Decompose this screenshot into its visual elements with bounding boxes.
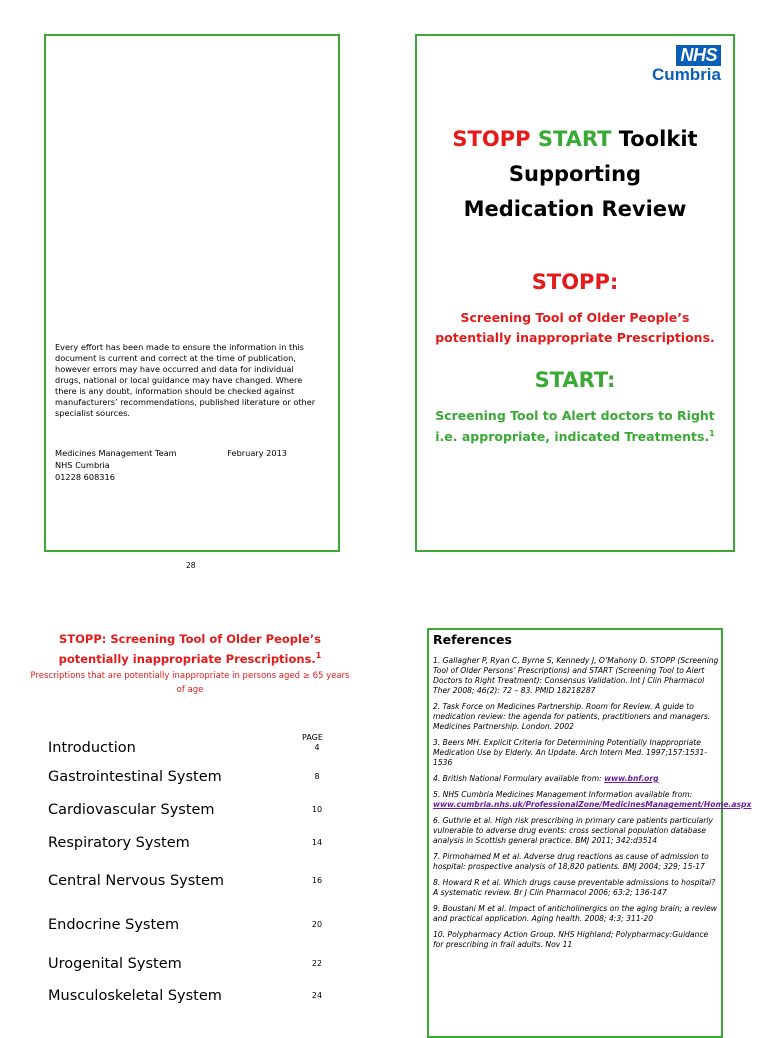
reference-item (433, 774, 719, 784)
toc-page: 20 (311, 920, 323, 929)
reference-item (433, 930, 719, 950)
toc-page: 24 (311, 991, 323, 1000)
reference-item (433, 790, 752, 810)
start-description-text: Screening Tool to Alert doctors to Right i.e. appropriate, indicated Treatments. (435, 408, 715, 444)
toc-label: Cardiovascular System (48, 802, 215, 818)
toc-page: 10 (311, 805, 323, 814)
toc-label: Urogenital System (48, 956, 182, 972)
toc-label: Musculoskeletal System (48, 988, 222, 1004)
title-start: START (537, 127, 612, 151)
reference-text: 2. Task Force on Medicines Partnership. Room for Review. A guide to medication review: the agenda for patients, practitioners and managers. Medicines Partnership. London. 2002 (433, 702, 711, 731)
toc-page: 16 (311, 876, 323, 885)
references-title: References (433, 632, 512, 647)
title-stopp: STOPP (452, 127, 531, 151)
reference-item (433, 878, 719, 898)
org-name: NHS Cumbria (55, 460, 110, 470)
toc-item-cardiovascular[interactable] (48, 800, 338, 820)
disclaimer-text: Every effort has been made to ensure the information in this document is current and correct at the time of publication, however errors may have occurred and data for individual drugs, national or local guidance may have changed. Where there is any doubt, information should be checked against manufacturers’ recommendations, published literature or other specialist sources. (55, 342, 316, 418)
toc-item-central-nervous[interactable] (48, 871, 338, 891)
start-footnote: 1 (709, 428, 715, 438)
page-column-label: PAGE (302, 733, 323, 742)
stopp-description: Screening Tool of Older People’s potentially inappropriate Prescriptions. (435, 310, 715, 345)
references-panel (427, 628, 752, 1038)
cover-title (417, 122, 733, 227)
contents-title-text: STOPP: Screening Tool of Older People’s potentially inappropriate Prescriptions. (58, 632, 321, 666)
reference-item (433, 852, 719, 872)
contents-subtitle: Prescriptions that are potentially inappropriate in persons aged ≥ 65 years of age (30, 671, 350, 695)
toc-item-gastrointestinal[interactable] (48, 767, 338, 787)
reference-text: 4. British National Formulary available from: (433, 774, 605, 783)
stopp-heading: STOPP: (531, 270, 619, 294)
reference-item (433, 904, 719, 924)
toc-label: Endocrine System (48, 917, 180, 933)
toc-item-introduction[interactable] (48, 738, 338, 758)
toc-item-urogenital[interactable] (48, 954, 338, 974)
reference-item (433, 738, 719, 768)
toc-item-respiratory[interactable] (48, 833, 338, 853)
toc-label: Introduction (48, 740, 136, 756)
team-name: Medicines Management Team (55, 448, 177, 458)
reference-text: 1. Gallagher P, Ryan C, Byrne S, Kennedy J, O’Mahony D. STOPP (Screening Tool of Older Persons’ Prescriptions) and START (Screening Tool to Alert Doctors to Right Treatment): Consensus Validation. Int J Clin Pharmacol Ther 2008; 46(2): 72 – 83. PMID 18218287 (433, 656, 719, 695)
cover-panel (415, 34, 735, 552)
toc-item-musculoskeletal[interactable] (48, 986, 338, 1006)
contact-block (55, 447, 317, 483)
title-line-2: Supporting (508, 162, 642, 186)
reference-text: 8. Howard R et al. Which drugs cause preventable admissions to hospital? A systematic review. Br J Clin Pharmacol 2006; 63:2; 136-147 (433, 878, 716, 897)
toc-page: 8 (314, 772, 320, 781)
toc-label: Gastrointestinal System (48, 769, 222, 785)
reference-item (433, 656, 719, 696)
disclaimer-panel (44, 34, 340, 552)
page-number: 28 (186, 561, 196, 570)
reference-item (433, 702, 719, 732)
contents-title (30, 629, 350, 669)
reference-link[interactable]: www.cumbria.nhs.uk/ProfessionalZone/MedicinesManagement/Home.aspx (433, 800, 752, 809)
nhs-logo (652, 45, 721, 84)
toc-page: 22 (311, 959, 323, 968)
references-list (433, 656, 752, 956)
reference-text: 10. Polypharmacy Action Group. NHS Highland; Polypharmacy:Guidance for prescribing in frail adults. Nov 11 (433, 930, 709, 949)
reference-text: 9. Boustani M et al. Impact of anticholinergics on the aging brain; a review and practical application. Aging health. 2008; 4:3; 311-20 (433, 904, 717, 923)
toc-label: Respiratory System (48, 835, 190, 851)
toc-page: 14 (311, 838, 323, 847)
toc-page: 4 (314, 743, 320, 752)
toc-label: Central Nervous System (48, 873, 225, 889)
reference-link[interactable]: www.bnf.org (604, 774, 659, 783)
toc-item-endocrine[interactable] (48, 915, 338, 935)
reference-text: 5. NHS Cumbria Medicines Management Information available from: (433, 790, 693, 799)
reference-text: 6. Guthrie et al. High risk prescribing in primary care patients particularly vulnerable to adverse drug events: cross sectional population database analysis in Scottish general practice. BMJ 2011; 342:d3514 (433, 816, 713, 845)
reference-text: 3. Beers MH. Explicit Criteria for Determining Potentially Inappropriate Medication Use by Elderly. An Update. Arch Intern Med. 1997;157:1531-1536 (433, 738, 708, 767)
publication-date: February 2013 (227, 448, 287, 458)
phone-number: 01228 608316 (55, 472, 115, 482)
reference-item (433, 816, 719, 846)
title-line-3: Medication Review (463, 197, 687, 221)
reference-text: 7. Pirmohamed M et al. Adverse drug reactions as cause of admission to hospital: prospective analysis of 18,820 patients. BMJ 2004; 329; 15-17 (433, 852, 709, 871)
nhs-logo-mark: NHS (676, 45, 721, 66)
contents-footnote: 1 (315, 651, 322, 661)
start-description (423, 405, 727, 447)
start-heading: START: (534, 368, 616, 392)
nhs-logo-org: Cumbria (652, 65, 721, 84)
title-toolkit: Toolkit (618, 127, 698, 151)
